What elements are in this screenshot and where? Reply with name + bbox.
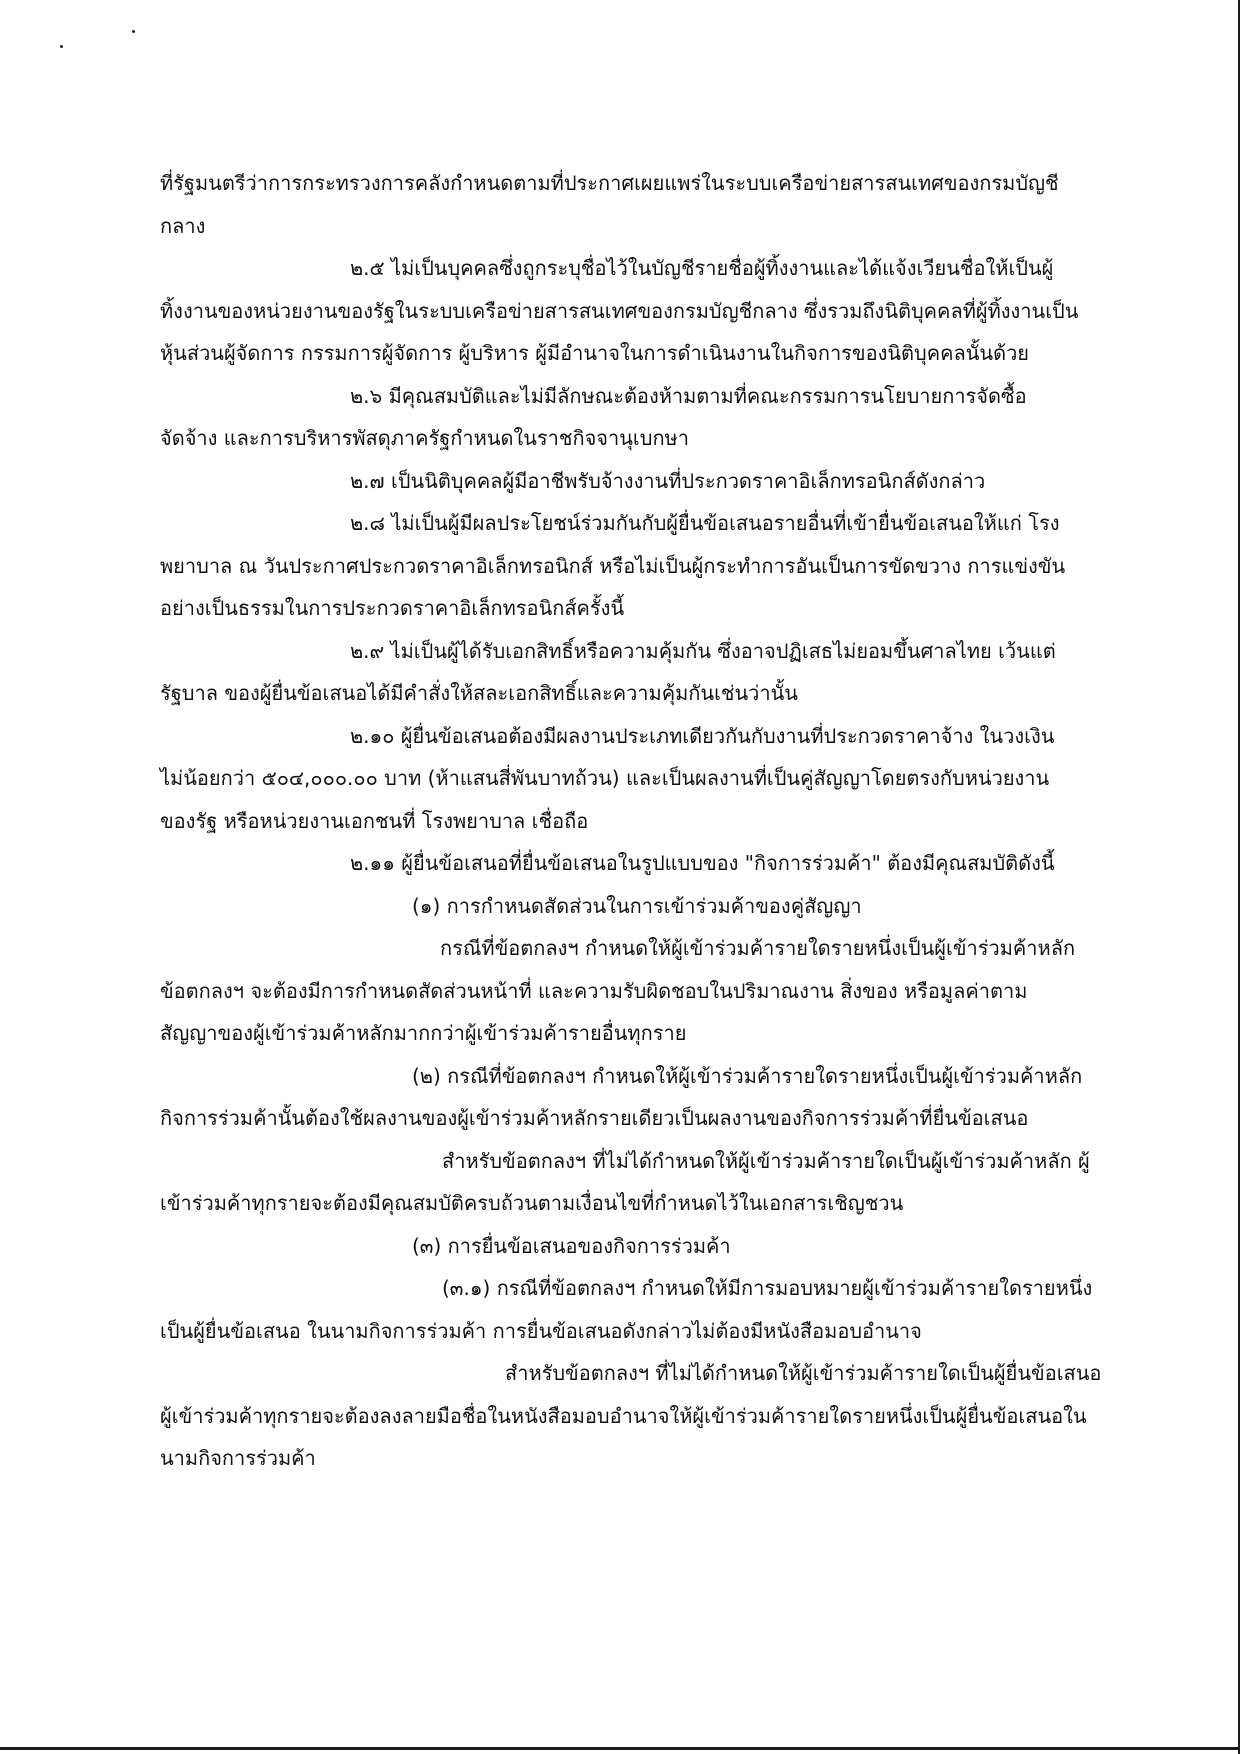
paragraph-line: ข้อตกลงฯ จะต้องมีการกำหนดสัดส่วนหน้าที่ และความรับผิดชอบในปริมาณงาน สิ่งของ หรือมูลค่าตาม <box>160 978 1028 1003</box>
paragraph-line: สำหรับข้อตกลงฯ ที่ไม่ได้กำหนดให้ผู้เข้าร่วมค้ารายใดเป็นผู้เข้าร่วมค้าหลัก ผู้ <box>442 1148 1090 1173</box>
paragraph-line: นามกิจการร่วมค้า <box>160 1446 316 1470</box>
paragraph-line: ที่รัฐมนตรีว่าการกระทรวงการคลังกำหนดตามที่ประกาศเผยแพร่ในระบบเครือข่ายสารสนเทศของกรมบัญชี <box>160 171 1059 195</box>
paragraph-line: หุ้นส่วนผู้จัดการ กรรมการผู้จัดการ ผู้บริหาร ผู้มีอำนาจในการดำเนินงานในกิจการของนิติบุคคลนั้นด้วย <box>160 341 1030 365</box>
paragraph-line: ๒.๑๐ ผู้ยื่นข้อเสนอต้องมีผลงานประเภทเดียวกันกับงานที่ประกวดราคาจ้าง ในวงเงิน <box>350 723 1055 748</box>
paragraph-line: สำหรับข้อตกลงฯ ที่ไม่ได้กำหนดให้ผู้เข้าร่วมค้ารายใดเป็นผู้ยื่นข้อเสนอ <box>505 1361 1102 1385</box>
paragraph-line: ๒.๙ ไม่เป็นผู้ได้รับเอกสิทธิ์หรือความคุ้มกัน ซึ่งอาจปฏิเสธไม่ยอมขึ้นศาลไทย เว้นแต่ <box>350 638 1056 663</box>
paragraph-line: เข้าร่วมค้าทุกรายจะต้องมีคุณสมบัติครบถ้วนตามเงื่อนไขที่กำหนดไว้ในเอกสารเชิญชวน <box>160 1191 904 1215</box>
paragraph-line: ๒.๗ เป็นนิติบุคคลผู้มีอาชีพรับจ้างงานที่ประกวดราคาอิเล็กทรอนิกส์ดังกล่าว <box>350 468 986 493</box>
paragraph-line: (๑) การกำหนดสัดส่วนในการเข้าร่วมค้าของคู่สัญญา <box>412 893 862 918</box>
paragraph-line: ๒.๕ ไม่เป็นบุคคลซึ่งถูกระบุชื่อไว้ในบัญชีรายชื่อผู้ทิ้งงานและได้แจ้งเวียนชื่อให้เป็นผู้ <box>350 256 1054 280</box>
paragraph-line: เป็นผู้ยื่นข้อเสนอ ในนามกิจการร่วมค้า การยื่นข้อเสนอดังกล่าวไม่ต้องมีหนังสือมอบอำนาจ <box>160 1318 922 1343</box>
paragraph-line: (๒) กรณีที่ข้อตกลงฯ กำหนดให้ผู้เข้าร่วมค้ารายใดรายหนึ่งเป็นผู้เข้าร่วมค้าหลัก <box>412 1063 1083 1088</box>
paragraph-line: ทิ้งงานของหน่วยงานของรัฐในระบบเครือข่ายสารสนเทศของกรมบัญชีกลาง ซึ่งรวมถึงนิติบุคคลที่ผู้ทิ้งงานเป็น <box>160 298 1079 323</box>
scan-speck <box>132 30 135 33</box>
paragraph-line: พยาบาล ณ วันประกาศประกวดราคาอิเล็กทรอนิกส์ หรือไม่เป็นผู้กระทำการอันเป็นการขัดขวาง การแข่งขัน <box>160 553 1066 578</box>
paragraph-line: (๓) การยื่นข้อเสนอของกิจการร่วมค้า <box>412 1233 731 1258</box>
paragraph-line: อย่างเป็นธรรมในการประกวดราคาอิเล็กทรอนิกส์ครั้งนี้ <box>160 596 625 620</box>
document-body <box>160 162 1120 1480</box>
paragraph-line: รัฐบาล ของผู้ยื่นข้อเสนอได้มีคำสั่งให้สละเอกสิทธิ์และความคุ้มกันเช่นว่านั้น <box>160 681 798 705</box>
paragraph-line: ๒.๘ ไม่เป็นผู้มีผลประโยชน์ร่วมกันกับผู้ยื่นข้อเสนอรายอื่นที่เข้ายื่นข้อเสนอให้แก่ โรง <box>350 511 1060 535</box>
scan-speck <box>60 45 63 48</box>
paragraph-line: สัญญาของผู้เข้าร่วมค้าหลักมากกว่าผู้เข้าร่วมค้ารายอื่นทุกราย <box>160 1021 687 1045</box>
paragraph-line: (๓.๑) กรณีที่ข้อตกลงฯ กำหนดให้มีการมอบหมายผู้เข้าร่วมค้ารายใดรายหนึ่ง <box>442 1276 1093 1300</box>
paragraph-line: ๒.๑๑ ผู้ยื่นข้อเสนอที่ยื่นข้อเสนอในรูปแบบของ "กิจการร่วมค้า" ต้องมีคุณสมบัติดังนี้ <box>350 851 1055 875</box>
paragraph-line: ไม่น้อยกว่า ๕๐๔,๐๐๐.๐๐ บาท (ห้าแสนสี่พันบาทถ้วน) และเป็นผลงานที่เป็นคู่สัญญาโดยตรงกับหน่วยงาน <box>160 766 1050 790</box>
paragraph-line: ผู้เข้าร่วมค้าทุกรายจะต้องลงลายมือชื่อในหนังสือมอบอำนาจให้ผู้เข้าร่วมค้ารายใดรายหนึ่งเป็นผู้ยื่นข้อเสนอใน <box>160 1403 1087 1428</box>
paragraph-line: ของรัฐ หรือหน่วยงานเอกชนที่ โรงพยาบาล เชื่อถือ <box>160 808 589 833</box>
paragraph-line: กลาง <box>160 213 206 238</box>
paragraph-line: จัดจ้าง และการบริหารพัสดุภาครัฐกำหนดในราชกิจจานุเบกษา <box>160 426 689 450</box>
paragraph-line: ๒.๖ มีคุณสมบัติและไม่มีลักษณะต้องห้ามตามที่คณะกรรมการนโยบายการจัดซื้อ <box>350 383 1027 408</box>
paragraph-line: กรณีที่ข้อตกลงฯ กำหนดให้ผู้เข้าร่วมค้ารายใดรายหนึ่งเป็นผู้เข้าร่วมค้าหลัก <box>440 936 1076 960</box>
paragraph-line: กิจการร่วมค้านั้นต้องใช้ผลงานของผู้เข้าร่วมค้าหลักรายเดียวเป็นผลงานของกิจการร่วมค้าที่ยื่นข้อเสนอ <box>160 1106 1029 1130</box>
page-edge-bottom <box>0 1747 1240 1750</box>
